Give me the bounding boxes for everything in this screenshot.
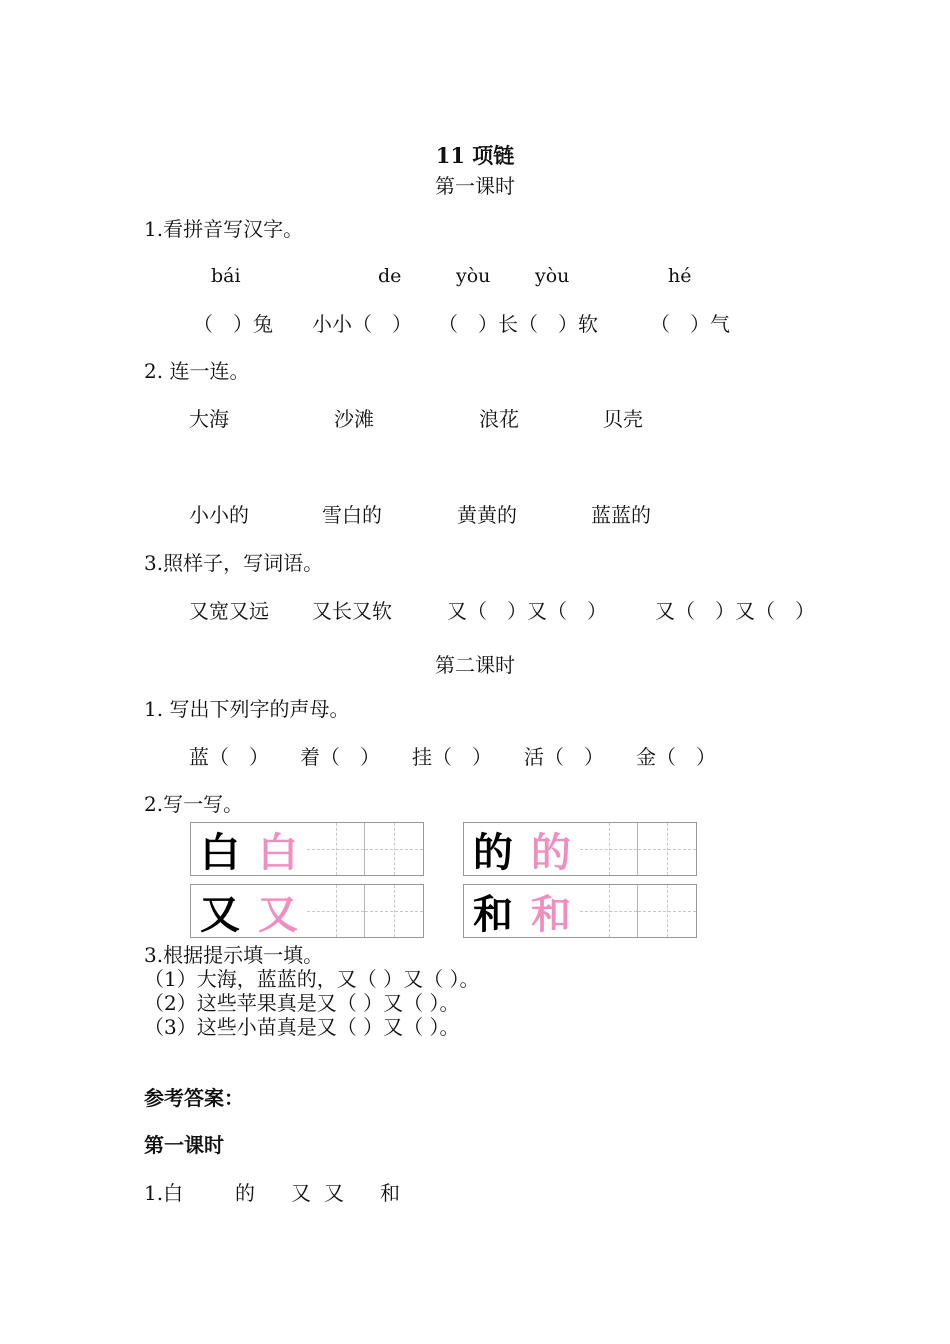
blank-item: （ ）兔 <box>193 312 273 336</box>
word-item: 又宽又远 <box>189 599 269 623</box>
trace-char-bai: 白 <box>249 823 307 875</box>
initial-item: 着（ ） <box>300 745 380 769</box>
lesson2-q3-label: 3.根据提示填一填。 <box>144 943 324 967</box>
page-title: 11 项链 <box>435 143 515 168</box>
match-top-item[interactable]: 贝壳 <box>603 407 643 431</box>
writing-cell[interactable] <box>365 823 423 875</box>
fill-line: （3）这些小苗真是又（ ）又（ ）。 <box>144 1015 460 1039</box>
answer-item: 和 <box>380 1181 400 1205</box>
word-item: 又长又软 <box>312 599 392 623</box>
writing-cell[interactable] <box>307 885 365 937</box>
lesson1-q1-label: 1.看拼音写汉字。 <box>144 217 304 241</box>
match-bottom-item[interactable]: 小小的 <box>189 503 249 527</box>
lesson1-q3-label: 3.照样子，写词语。 <box>144 551 324 575</box>
pinyin-you-2: yòu <box>535 265 570 287</box>
writing-cell[interactable] <box>580 823 638 875</box>
lesson2-heading: 第二课时 <box>435 653 515 677</box>
answer-q1-label: 1.白 <box>144 1181 184 1205</box>
answers-heading: 参考答案： <box>144 1086 244 1110</box>
answer-item: 的 <box>235 1181 255 1205</box>
model-char-de: 的 <box>464 823 522 875</box>
blank-item: （ ）气 <box>650 312 730 336</box>
initial-item: 活（ ） <box>524 745 604 769</box>
trace-char-de: 的 <box>522 823 580 875</box>
pinyin-he: hé <box>668 265 692 287</box>
match-bottom-item[interactable]: 雪白的 <box>322 503 382 527</box>
word-item: 又（ ）又（ ） <box>447 599 607 623</box>
writing-cell[interactable] <box>307 823 365 875</box>
model-char-bai: 白 <box>191 823 249 875</box>
match-bottom-item[interactable]: 黄黄的 <box>457 503 517 527</box>
pinyin-you-1: yòu <box>456 265 491 287</box>
model-char-he: 和 <box>464 885 522 937</box>
writing-grid-you <box>190 884 424 938</box>
answer-item: 又 <box>291 1181 311 1205</box>
match-top-item[interactable]: 浪花 <box>479 407 519 431</box>
writing-cell[interactable] <box>638 823 696 875</box>
writing-grid-he <box>463 884 697 938</box>
initial-item: 挂（ ） <box>412 745 492 769</box>
initial-item: 金（ ） <box>636 745 716 769</box>
pinyin-de: de <box>378 265 402 287</box>
model-char-you: 又 <box>191 885 249 937</box>
blank-item: 小小（ ） <box>312 312 412 336</box>
match-top-item[interactable]: 沙滩 <box>334 407 374 431</box>
match-bottom-item[interactable]: 蓝蓝的 <box>591 503 651 527</box>
lesson1-heading: 第一课时 <box>435 174 515 198</box>
answer-item: 又 <box>324 1181 344 1205</box>
writing-cell[interactable] <box>638 885 696 937</box>
writing-grid-bai <box>190 822 424 876</box>
trace-char-you: 又 <box>249 885 307 937</box>
trace-char-he: 和 <box>522 885 580 937</box>
lesson1-q2-label: 2. 连一连。 <box>144 359 250 383</box>
writing-cell[interactable] <box>365 885 423 937</box>
fill-line: （2）这些苹果真是又（ ）又（ ）。 <box>144 991 460 1015</box>
blank-item: （ ）长（ ）软 <box>438 312 598 336</box>
match-top-item[interactable]: 大海 <box>189 407 229 431</box>
lesson2-q2-label: 2.写一写。 <box>144 792 244 816</box>
word-item: 又（ ）又（ ） <box>655 599 815 623</box>
writing-cell[interactable] <box>580 885 638 937</box>
writing-grid-de <box>463 822 697 876</box>
pinyin-bai: bái <box>211 265 241 287</box>
initial-item: 蓝（ ） <box>189 745 269 769</box>
answers-lesson1-heading: 第一课时 <box>144 1133 224 1157</box>
fill-line: （1）大海，蓝蓝的，又（ ）又（ ）。 <box>144 967 480 991</box>
lesson2-q1-label: 1. 写出下列字的声母。 <box>144 697 350 721</box>
